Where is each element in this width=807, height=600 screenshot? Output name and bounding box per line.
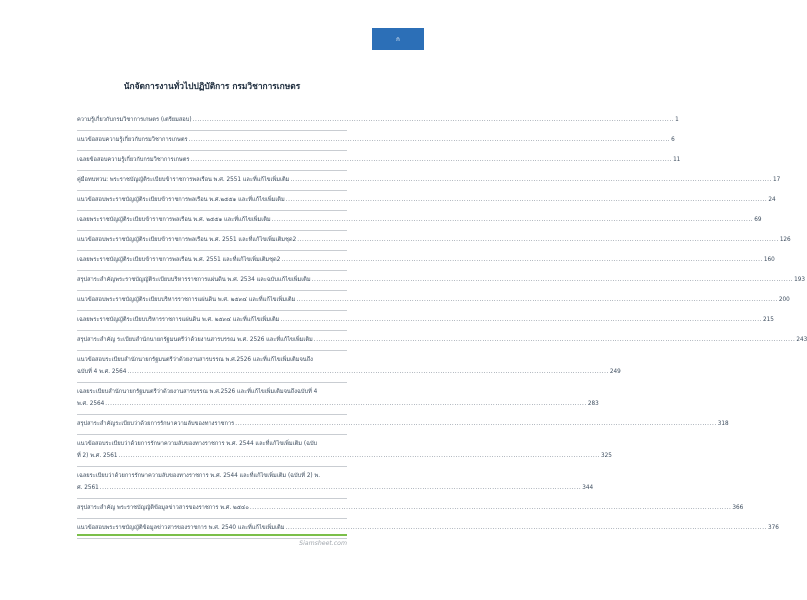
- toc-dot-leader: ........................................................................................................................................................................................................: [290, 177, 772, 183]
- toc-entry[interactable]: [77, 499, 744, 519]
- toc-entry[interactable]: [77, 519, 779, 539]
- toc-leader-line: [77, 314, 774, 326]
- toc-entry-text: สรุปสาระสำคัญระเบียบว่าด้วยการรักษาความลับของทางราชการ: [77, 421, 235, 427]
- toc-entry[interactable]: [77, 291, 790, 311]
- toc-leader-line: [77, 134, 675, 146]
- toc-leader-line: [77, 214, 762, 226]
- toc-dot-leader: ........................................................................................................................................................................................................: [280, 317, 763, 323]
- toc-entry-text: แนวข้อสอบพระราชบัญญัติระเบียบข้าราชการพลเรือน พ.ศ. 2551 และที่แก้ไขเพิ่มเติมชุด2: [77, 237, 297, 243]
- toc-dot-leader: ........................................................................................................................................................................................................: [249, 505, 732, 511]
- toc-entry-text: ที่ 2) พ.ศ. 2561: [77, 453, 118, 459]
- toc-dot-leader: ........................................................................................................................................................................................................: [296, 297, 778, 303]
- toc-entry-text: เฉลยพระราชบัญญัติระเบียบข้าราชการพลเรือน พ.ศ. ๒๕๕๑ และที่แก้ไขเพิ่มเติม: [77, 217, 271, 223]
- toc-entry-text: แนวข้อสอบระเบียบว่าด้วยการรักษาความลับของทางราชการ พ.ศ. 2544 และที่แก้ไขเพิ่มเติม (ฉบับ: [77, 441, 318, 447]
- toc-leader-line: [77, 114, 679, 126]
- toc-dot-leader: ........................................................................................................................................................................................................: [105, 401, 587, 407]
- toc-dot-leader: ........................................................................................................................................................................................................: [235, 421, 717, 427]
- footer: [77, 534, 347, 547]
- toc-entry[interactable]: [77, 311, 774, 331]
- toc-entry-text: แนวข้อสอบพระราชบัญญัติระเบียบข้าราชการพลเรือน พ.ศ.๒๕๕๑ และที่แก้ไขเพิ่มเติม: [77, 197, 285, 203]
- toc-entry-text: เฉลยระเบียบสำนักนายกรัฐมนตรีว่าด้วยงานสารบรรณ พ.ศ.2526 และที่แก้ไขเพิ่มเติมจนถึงฉบับที่ 4: [77, 389, 318, 395]
- toc-page-number: 318: [717, 421, 729, 427]
- toc-dot-leader: ........................................................................................................................................................................................................: [281, 257, 763, 263]
- toc-entry[interactable]: [77, 467, 594, 499]
- toc-page-number: 283: [587, 401, 599, 407]
- toc-dot-leader: ........................................................................................................................................................................................................: [99, 485, 582, 491]
- toc-page-number: 6: [671, 137, 675, 143]
- toc-page-number: 126: [779, 237, 791, 243]
- toc-leader-line: [77, 274, 806, 286]
- toc-page-number: 344: [582, 485, 594, 491]
- toc-entry[interactable]: [77, 415, 729, 435]
- toc-leader-line: [77, 502, 744, 514]
- toc-entry[interactable]: [77, 111, 679, 131]
- toc-page-number: 24: [768, 197, 776, 203]
- toc-dot-leader: ........................................................................................................................................................................................................: [271, 217, 754, 223]
- toc-entry[interactable]: [77, 435, 612, 467]
- toc-entry[interactable]: [77, 331, 807, 351]
- toc-leader-line: [77, 334, 807, 346]
- toc-page-number: 243: [796, 337, 807, 343]
- toc-dot-leader: ........................................................................................................................................................................................................: [188, 137, 671, 143]
- toc-entry[interactable]: [77, 351, 621, 383]
- toc-page-number: 325: [601, 453, 612, 459]
- toc-dot-leader: ........................................................................................................................................................................................................: [118, 453, 601, 459]
- toc-page-number: 200: [778, 297, 790, 303]
- toc-entry-text: เฉลยพระราชบัญญัติระเบียบบริหารราชการแผ่นดิน พ.ศ. ๒๕๓๔ และที่แก้ไขเพิ่มเติม: [77, 317, 280, 323]
- toc-dot-leader: ........................................................................................................................................................................................................: [285, 525, 768, 531]
- page-title: นักจัดการงานทั่วไปปฏิบัติการ กรมวิชาการเกษตร: [123, 81, 301, 91]
- toc-page-number: 249: [609, 369, 621, 375]
- toc-leader-line: [77, 482, 594, 494]
- footer-brand: Siamsheet.com: [299, 540, 347, 547]
- toc-dot-leader: ........................................................................................................................................................................................................: [127, 369, 609, 375]
- toc-entry-text: ฉบับที่ 4 พ.ศ. 2564: [77, 369, 127, 375]
- toc-page-number: 366: [732, 505, 744, 511]
- table-of-contents: [77, 111, 807, 539]
- toc-dot-leader: ........................................................................................................................................................................................................: [192, 117, 675, 123]
- footer-divider: [77, 534, 347, 536]
- toc-dot-leader: ........................................................................................................................................................................................................: [311, 277, 794, 283]
- toc-leader-line: [77, 366, 621, 378]
- toc-page-number: 1: [675, 117, 679, 123]
- toc-leader-line: [77, 294, 790, 306]
- toc-entry[interactable]: [77, 151, 681, 171]
- toc-entry-text: ความรู้เกี่ยวกับกรมวิชาการเกษตร (เตรียมสอบ): [77, 117, 192, 123]
- toc-entry-text: แนวข้อสอบความรู้เกี่ยวกับกรมวิชาการเกษตร: [77, 137, 188, 143]
- toc-entry[interactable]: [77, 191, 776, 211]
- toc-dot-leader: ........................................................................................................................................................................................................: [297, 237, 779, 243]
- toc-entry-text: คู่มือทบทวน: พระราชบัญญัติระเบียบข้าราชการพลเรือน พ.ศ. 2551 และที่แก้ไขเพิ่มเติม: [77, 177, 290, 183]
- toc-entry[interactable]: [77, 383, 599, 415]
- toc-leader-line: [77, 174, 781, 186]
- toc-leader-line: [77, 154, 681, 166]
- toc-entry[interactable]: [77, 231, 791, 251]
- toc-entry-text: แนวข้อสอบพระราชบัญญัติข้อมูลข่าวสารของราชการ พ.ศ. 2540 และที่แก้ไขเพิ่มเติม: [77, 525, 285, 531]
- toc-entry-text: สรุปสาระสำคัญพระราชบัญญัติระเบียบบริหารราชการแผ่นดิน พ.ศ. 2534 และฉบับแก้ไขเพิ่มเติม: [77, 277, 311, 283]
- toc-entry[interactable]: [77, 271, 806, 291]
- toc-page-number: 160: [763, 257, 775, 263]
- toc-leader-line: [77, 234, 791, 246]
- toc-entry-text: แนวข้อสอบพระราชบัญญัติระเบียบบริหารราชการแผ่นดิน พ.ศ. ๒๕๓๔ และที่แก้ไขเพิ่มเติม: [77, 297, 296, 303]
- toc-dot-leader: ........................................................................................................................................................................................................: [285, 197, 768, 203]
- toc-entry[interactable]: [77, 171, 781, 191]
- toc-page-number: 69: [754, 217, 762, 223]
- toc-page-number: 215: [763, 317, 774, 323]
- toc-entry-text: แนวข้อสอบระเบียบสำนักนายกรัฐมนตรีว่าด้วยงานสารบรรณ พ.ศ.2526 และที่แก้ไขเพิ่มเติมจนถึง: [77, 357, 313, 363]
- toc-page-number: 11: [673, 157, 681, 163]
- toc-leader-line: [77, 450, 612, 462]
- toc-leader-line: [77, 522, 779, 534]
- toc-leader-line: [77, 398, 599, 410]
- toc-entry[interactable]: [77, 131, 675, 151]
- toc-entry-text: สรุปสาระสำคัญ พระราชบัญญัติข้อมูลข่าวสารของราชการ พ.ศ. ๒๕๔๐: [77, 505, 249, 511]
- toc-entry-text: เฉลยพระราชบัญญัติระเบียบข้าราชการพลเรือน พ.ศ. 2551 และที่แก้ไขเพิ่มเติมชุด2: [77, 257, 281, 263]
- toc-entry-text: สรุปสาระสำคัญ ระเบียบสำนักนายกรัฐมนตรีว่าด้วยงานสารบรรณ พ.ศ. 2526 และที่แก้ไขเพิ่มเติม: [77, 337, 313, 343]
- toc-leader-line: [77, 194, 776, 206]
- toc-leader-line: [77, 254, 775, 266]
- toc-page-number: 193: [794, 277, 806, 283]
- toc-entry-text: พ.ศ. 2564: [77, 401, 105, 407]
- page-number-badge: ก: [372, 28, 424, 50]
- toc-entry-text: เฉลยระเบียบว่าด้วยการรักษาความลับของทางราชการ พ.ศ. 2544 และที่แก้ไขเพิ่มเติม (ฉบับที่ 2) พ.: [77, 473, 321, 479]
- toc-leader-line: [77, 418, 729, 430]
- toc-entry-text: ศ. 2561: [77, 485, 99, 491]
- toc-page-number: 17: [772, 177, 781, 183]
- toc-entry-text: เฉลยข้อสอบความรู้เกี่ยวกับกรมวิชาการเกษตร: [77, 157, 190, 163]
- toc-dot-leader: ........................................................................................................................................................................................................: [190, 157, 673, 163]
- toc-page-number: 376: [768, 525, 779, 531]
- toc-entry[interactable]: [77, 251, 775, 271]
- toc-entry[interactable]: [77, 211, 762, 231]
- toc-dot-leader: ........................................................................................................................................................................................................: [313, 337, 796, 343]
